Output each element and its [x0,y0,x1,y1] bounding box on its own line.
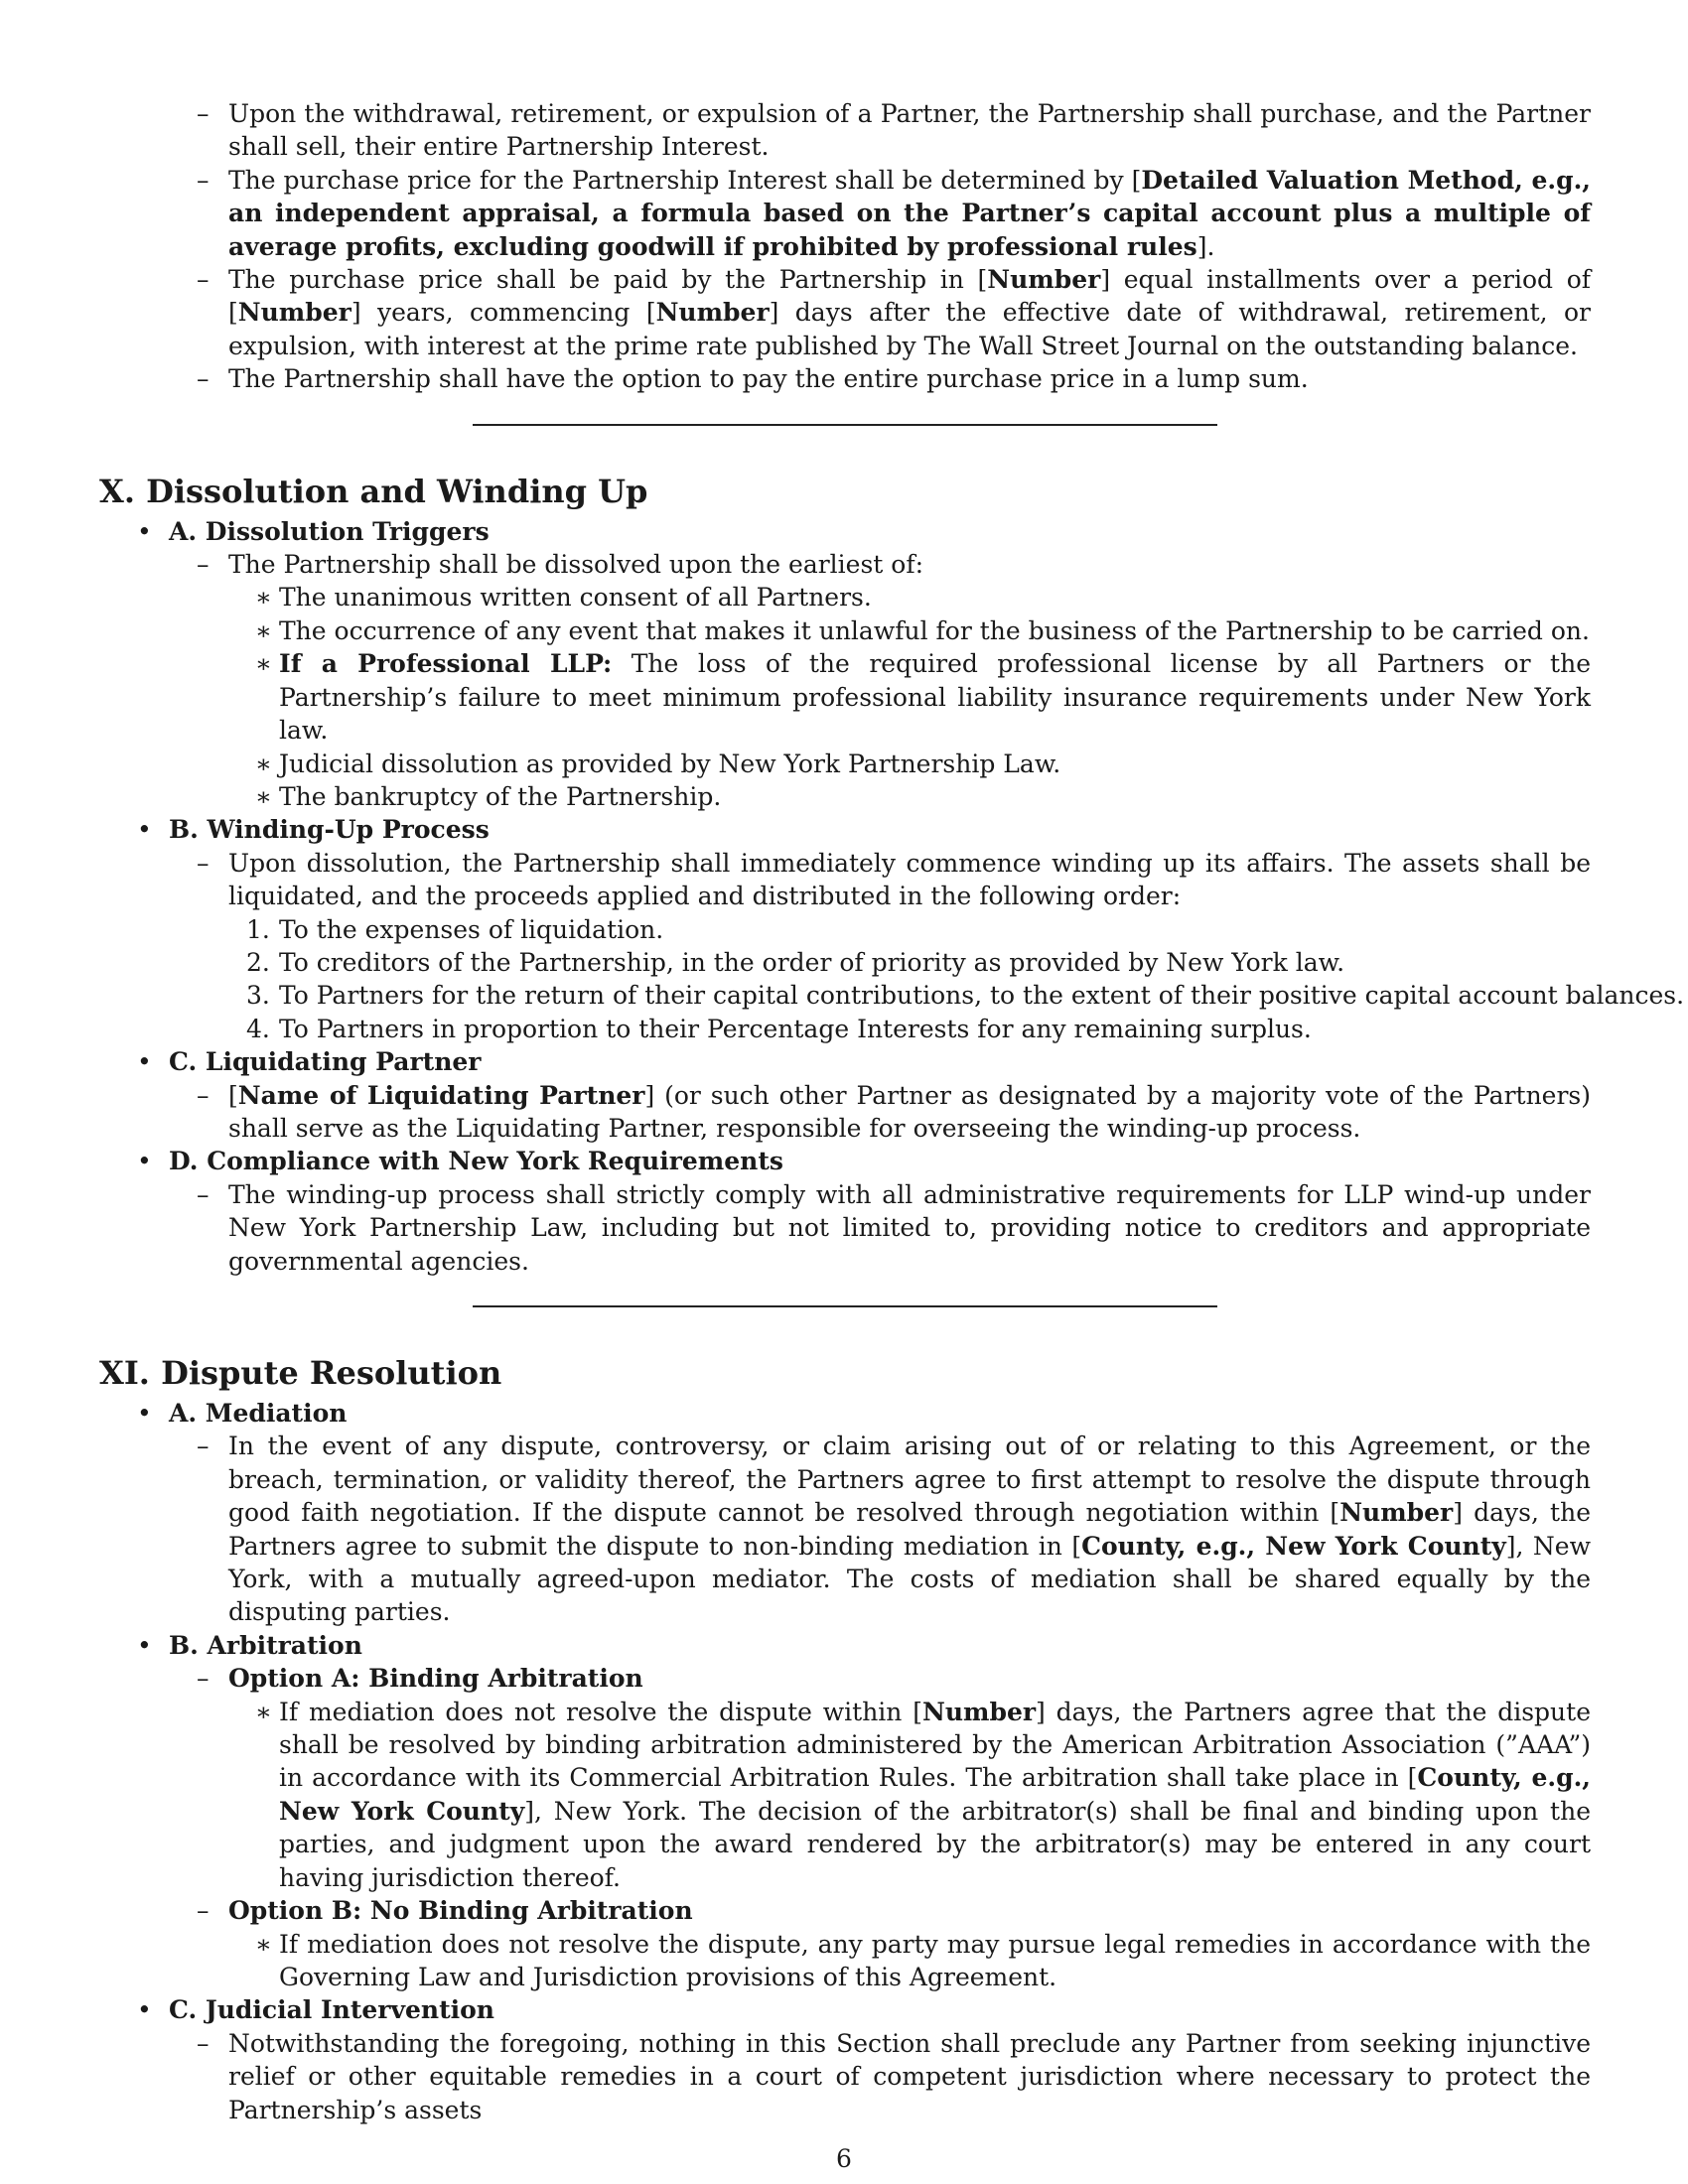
list-item: 1. To the expenses of liquidation. [246,914,664,944]
subsection-heading: A. Dissolution Triggers [169,516,490,546]
subsection-dissolution-triggers [99,515,1591,814]
subsection-heading: C. Judicial Intervention [169,1995,494,2025]
placeholder-bold: Number [655,298,770,328]
list-item: ∗ The unanimous written consent of all Partners. [228,581,1591,614]
list-item: ∗ The bankruptcy of the Partnership. [228,780,1591,813]
page-number: 6 [836,2144,852,2173]
list-item: ∗ If mediation does not resolve the dispute, any party may pursue legal remedies in accordance with the Governing Law and Jurisdiction provisions of this Agreement. [228,1928,1591,1994]
subsection-heading: B. Arbitration [169,1630,362,1660]
placeholder-bold: Number [922,1697,1037,1726]
list-item: – The winding-up process shall strictly comply with all administrative requirements for LLP wind-up under New York Partnership Law, including but not limited to, providing notice to creditors and appropriate governmental agencies. [169,1178,1591,1278]
option-heading: Option A: Binding Arbitration [228,1664,643,1694]
placeholder-bold: Number [237,298,352,328]
subsection-mediation [99,1397,1591,1629]
list-item: – Upon dissolution, the Partnership shall immediately commence winding up its affairs. The assets shall be liquidated, and the proceeds applied and distributed in the following order: 1. To the expenses of liquidation. 2. To creditors of the Partnership, in the order of priority as provided by New York law. 3. To Partners for the return of their capital contributions, to the extent of their positive capital account balances. 4. To Partners in proportion to their Percentage Interests for any remaining surplus. [169,847,1591,1045]
placeholder-bold: If a Professional LLP: [279,649,613,679]
list-item: – The purchase price for the Partnership Interest shall be determined by [Detailed Valuation Method, e.g., an independent appraisal, a formula based on the Partner’s capital account plus a multiple of average profits, excluding goodwill if prohibited by professional rules]. [169,164,1591,263]
placeholder-bold: County, e.g., New York County [1081,1531,1506,1561]
document-page [99,97,1685,2126]
option-no-binding-arbitration [169,1894,1591,1993]
subsection-arbitration [99,1629,1591,1993]
section-title-dissolution: X. Dissolution and Winding Up [99,472,648,510]
placeholder-bold: Number [1339,1498,1454,1528]
subsection-heading: D. Compliance with New York Requirements [169,1147,783,1176]
dispute-list [30,1397,1591,2126]
list-item: – The Partnership shall be dissolved upon the earliest of: ∗ The unanimous written consent of all Partners. ∗ The occurrence of any event that makes it unlawful for the business of the Partnership to be carried on. ∗ If a Professional LLP: The loss of the required professional license by all Partners or the Partnership’s failure to meet minimum professional liability insurance requirements under New York law. ∗ Judicial dissolution as provided by New York Partnership Law. ∗ The bankruptcy of the Partnership. [169,548,1591,813]
list-item: 3. To Partners for the return of their capital contributions, to the extent of their positive capital account balances. [246,981,1685,1011]
subsection-judicial-intervention [99,1993,1591,2126]
section-divider [473,424,1217,426]
list-item: – Notwithstanding the foregoing, nothing in this Section shall preclude any Partner from seeking injunctive relief or other equitable remedies in a court of competent jurisdiction where necessary to protect the Partnership’s assets [169,2027,1591,2126]
subsection-liquidating-partner [99,1045,1591,1145]
placeholder-bold: Detailed Valuation Method, e.g., an independent appraisal, a formula based on the Partner’s capital account plus a multiple of average profits, excluding goodwill if prohibited by professional rules [228,165,1591,261]
list-item: – In the event of any dispute, controversy, or claim arising out of or relating to this Agreement, or the breach, termination, or validity thereof, the Partners agree to first attempt to resolve the dispute through good faith negotiation. If the dispute cannot be resolved through negotiation within [Number] days, the Partners agree to submit the dispute to non-binding mediation in [County, e.g., New York County], New York, with a mutually agreed-upon mediator. The costs of mediation shall be shared equally by the disputing parties. [169,1430,1591,1628]
list-item: ∗ The occurrence of any event that makes it unlawful for the business of the Partnership to be carried on. [228,614,1591,647]
list-item: – The purchase price shall be paid by the Partnership in [Number] equal installments over a period of [Number] years, commencing [Number] days after the effective date of withdrawal, retirement, or expulsion, with interest at the prime rate published by The Wall Street Journal on the outstanding balance. [169,263,1591,362]
placeholder-bold: County, e.g., New York County [279,1763,1591,1826]
list-item: 4. To Partners in proportion to their Percentage Interests for any remaining surplus. [246,1014,1312,1043]
list-item: – The Partnership shall have the option to pay the entire purchase price in a lump sum. [169,362,1591,395]
buyout-provisions-list [169,97,1591,396]
option-heading: Option B: No Binding Arbitration [228,1896,693,1926]
option-binding-arbitration [169,1662,1591,1894]
list-item: ∗ Judicial dissolution as provided by New York Partnership Law. [228,748,1591,780]
list-item: ∗ If a Professional LLP: The loss of the required professional license by all Partners or the Partnership’s failure to meet minimum professional liability insurance requirements under New York law. [228,647,1591,747]
list-item: ∗ If mediation does not resolve the dispute within [Number] days, the Partners agree that the dispute shall be resolved by binding arbitration administered by the American Arbitration Association (”AAA”) in accordance with its Commercial Arbitration Rules. The arbitration shall take place in [County, e.g., New York County], New York. The decision of the arbitrator(s) shall be final and binding upon the parties, and judgment upon the award rendered by the arbitrator(s) may be entered in any court having jurisdiction thereof. [228,1696,1591,1894]
subsection-winding-up-process [99,813,1685,1045]
subsection-heading: A. Mediation [169,1399,348,1428]
subsection-heading: B. Winding-Up Process [169,815,490,845]
list-item: 2. To creditors of the Partnership, in the order of priority as provided by New York law. [246,947,1345,977]
subsection-compliance [99,1145,1591,1278]
section-divider [473,1305,1217,1307]
placeholder-bold: Name of Liquidating Partner [237,1080,645,1110]
list-item: – [Name of Liquidating Partner] (or such other Partner as designated by a majority vote of the Partners) shall serve as the Liquidating Partner, responsible for overseeing the winding-up process. [169,1079,1591,1146]
section-title-dispute-resolution: XI. Dispute Resolution [99,1354,502,1392]
list-item: – Upon the withdrawal, retirement, or expulsion of a Partner, the Partnership shall purchase, and the Partner shall sell, their entire Partnership Interest. [169,97,1591,164]
placeholder-bold: Number [987,265,1101,295]
subsection-heading: C. Liquidating Partner [169,1047,482,1077]
dissolution-list [30,515,1685,1278]
